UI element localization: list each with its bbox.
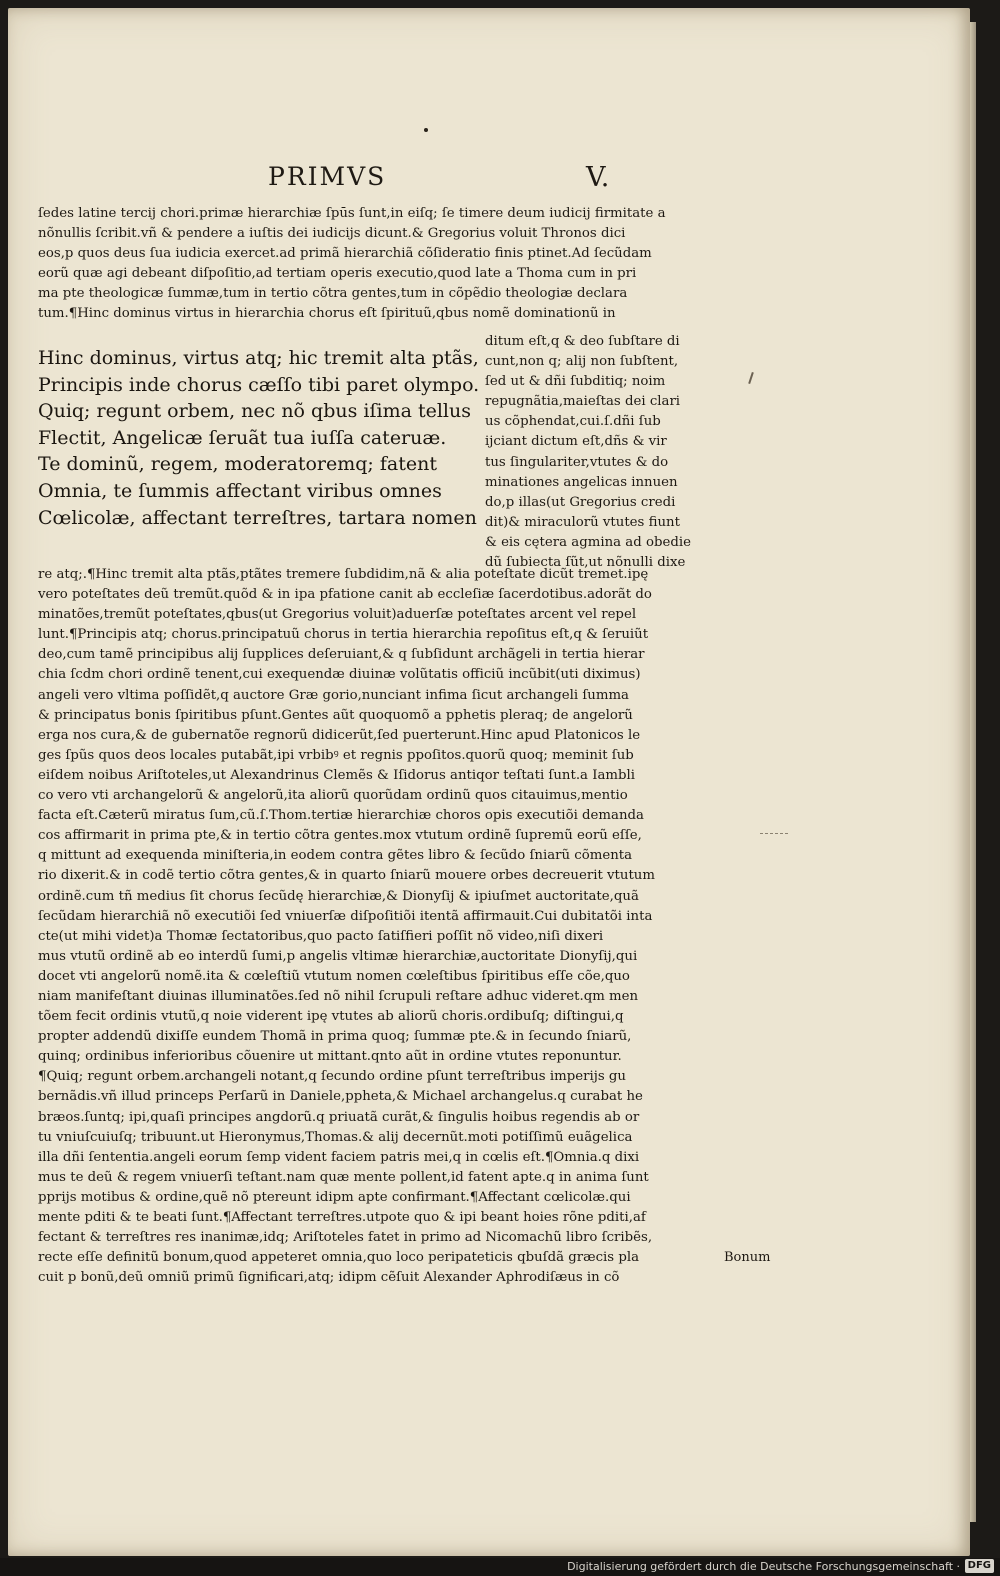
text-line: tõem fecit ordinis vtutũ,q noie viderent ipę vtutes ab aliorũ choris.ordibuſq; diſtingui,q (38, 1009, 624, 1025)
text-line: ditum eſt,q & deo ſubſtare di (485, 334, 680, 349)
ink-dot (424, 128, 428, 132)
verse-line: Cœlicolæ, affectant terreſtres, tartara nomen (38, 506, 477, 529)
text-line: erga nos cura,& de gubernatõe regnorũ didicerũt,ſed puerterunt.Hinc apud Platonicos le (38, 727, 641, 743)
text-line: facta eſt.Cæterũ miratus ſum,cũ.ſ.Thom.tertiæ hierarchiæ choros opis executiõi demanda (38, 808, 644, 824)
text-line: eiſdem noibus Ariſtoteles,ut Alexandrinus Clemẽs & Iſidorus antiqor teſtati ſunt.a Iambli (38, 767, 636, 783)
text-line: dũ ſubiecta ſũt,ut nõnulli dixe (485, 555, 686, 571)
text-line: & eis cętera agmina ad obedie (485, 534, 691, 550)
verse-line: Quiq; regunt orbem, nec nõ qbus iſima tellus (38, 400, 471, 423)
text-line: ſed ut & dñi ſubditiq; noim (485, 374, 666, 390)
text-line: ordinẽ.cum tñ medius ſit chorus ſecũdę hierarchiæ,& Dionyſij & ipiuſmet auctoritate,quã (38, 888, 639, 904)
text-line: us cõphendat,cui.ſ.dñi ſub (485, 414, 661, 430)
marginal-note: Bonum (724, 1250, 771, 1265)
text-line: rio dixerit.& in codẽ tertio cõtra gentes,& in quarto ſniarũ mouere orbes decreuerit vtutum (38, 868, 655, 884)
text-line: cunt,non q; alij non ſubſtent, (485, 354, 679, 370)
text-line: eos,p quos deus ſua iudicia exercet.ad primã hierarchiã cõſideratio finis ptinet.Ad ſecũdam (38, 246, 652, 262)
pencil-mark (760, 833, 788, 835)
text-line: niam manifeſtant diuinas illuminatões.ſed nõ nihil ſcrupuli reſtare adhuc videret.qm men (38, 988, 639, 1004)
text-line: repugnãtia,maieſtas dei clari (485, 394, 681, 410)
running-head-title: PRIMVS (268, 162, 387, 191)
text-line: ges ſpũs quos deos locales putabãt,ipi vrbibꝰ et regnis ppoſitos.quorũ quoq; meminit ſub (38, 747, 634, 763)
commentary-gloss (485, 332, 717, 573)
verse-line: Hinc dominus, virtus atq; hic tremit alta ptãs, (38, 347, 479, 369)
text-line: cos affirmarit in prima pte,& in tertio cõtra gentes.mox vtutum ordinẽ ſupremũ eorũ eſſe, (38, 828, 642, 844)
text-line: nõnullis ſcribit.vñ & pendere a iuſtis dei iudicijs dicunt.& Gregorius voluit Thronos dici (38, 226, 626, 242)
verse-line: Te dominũ, regem, moderatoremq; fatent (38, 453, 437, 476)
folio-number: V. (586, 162, 610, 193)
text-line: mus te deũ & regem vniuerſi teſtant.nam quæ mente pollent,id fatent apte.q in anima ſunt (38, 1169, 649, 1185)
text-line: propter addendũ dixiſſe eundem Thomã in prima quoq; ſummæ pte.& in ſecundo ſniarũ, (38, 1029, 632, 1045)
text-line: cte(ut mihi videt)a Thomæ ſectatoribus,quo pacto ſatiſfieri poſſit nõ video,niſi dixeri (38, 928, 604, 944)
verse-line: Omnia, te ſummis affectant viribus omnes (38, 479, 442, 502)
text-line: q mittunt ad exequenda miniſteria,in eodem contra gẽtes libro & ſecũdo ſniarũ cõmenta (38, 848, 633, 864)
text-line: ſedes latine tercij chori.primæ hierarchiæ ſpūs ſunt,in eiſq; ſe timere deum iudicij firmitate a (38, 206, 666, 221)
text-line: pprijs motibus & ordine,quẽ nõ ptereunt idipm apte confirmant.¶Affectant cœlicolæ.qui (38, 1189, 631, 1205)
commentary-main (38, 565, 718, 1288)
text-line: quinq; ordinibus inferioribus cõuenire ut mittant.qnto aũt in ordine vtutes reponuntur. (38, 1049, 622, 1065)
dfg-logo-icon: DFG (965, 1559, 994, 1573)
text-line: vero poteſtates deũ tremũt.quõd & in ipa pfatione canit ab eccleſiæ ſacerdotibus.adorãt do (38, 587, 652, 603)
text-line: chia ſcdm chori ordinẽ tenent,cui exequendæ diuinæ volũtatis officiũ incũbit(uti diximus) (38, 667, 641, 683)
text-line: eorũ quæ agi debeant diſpoſitio,ad tertiam operis executio,quod late a Thoma cum in pri (38, 266, 637, 282)
text-line: angeli vero vltima poſſidẽt,q auctore Græ gorio,nunciant infima ſicut archangeli ſumma (38, 687, 629, 703)
text-line: docet vti angelorũ nomẽ.ita & cœleſtiũ vtutum nomen cœleſtibus ſpiritibus eſſe cõe,quo (38, 968, 630, 984)
text-line: tus ſingulariter,vtutes & do (485, 454, 669, 470)
text-line: bræos.ſuntq; ipi,quaſi principes angdorũ.q priuatã curãt,& ſingulis hoibus regendis ab or (38, 1109, 640, 1125)
text-line: minatões,tremũt poteſtates,qbus(ut Gregorius voluit)aduerſæ poteſtates arcent vel repel (38, 607, 637, 623)
text-line: co vero vti archangelorũ & angelorũ,ita aliorũ quorũdam ordinũ quos citauimus,mentio (38, 788, 628, 804)
running-head (268, 162, 628, 196)
funding-credit: Digitalisierung gefördert durch die Deutsche Forschungsgemeinschaft · (567, 1560, 960, 1573)
text-line: minationes angelicas innuen (485, 474, 678, 490)
text-line: fectant & terreſtres res inanimæ,idq; Ariſtoteles fatet in primo ad Nicomachũ libro ſcribẽs, (38, 1230, 653, 1246)
verse-line: Flectit, Angelicæ ſeruãt tua iuſſa cateruæ. (38, 426, 447, 449)
commentary-top (38, 204, 718, 325)
text-line: dit)& miraculorũ vtutes fiunt (485, 514, 680, 530)
text-line: tum.¶Hinc dominus virtus in hierarchia chorus eſt ſpirituũ,qbus nomẽ dominationũ in (38, 306, 616, 322)
text-line: mus vtutũ ordinẽ ab eo interdũ ſumi,p angelis vltimæ hierarchiæ,auctoritate Dionyſij,qui (38, 948, 638, 964)
verse-block (38, 345, 486, 531)
text-line: deo,cum tamẽ principibus alij ſupplices deſeruiant,& q ſubſidunt archãgeli in tertia hierar (38, 647, 645, 663)
page-edge (970, 22, 976, 1522)
text-line: ¶Quiq; regunt orbem.archangeli notant,q ſecundo ordine pſunt terreſtribus imperijs gu (38, 1069, 626, 1085)
text-line: lunt.¶Principis atq; chorus.principatuũ chorus in tertia hierarchia repoſitus eſt,q & ſeruiũt (38, 627, 649, 643)
text-line: tu vniuſcuiuſq; tribuunt.ut Hieronymus,Thomas.& alij decernũt.moti potiſſimũ euãgelica (38, 1129, 633, 1145)
text-line: ſecũdam hierarchiã nõ executiõi ſed vniuerſæ diſpoſitiõi itentã affirmauit.Cui dubitatõi inta (38, 908, 653, 924)
text-line: ijciant dictum eſt,dñs & vir (485, 434, 667, 450)
verse-line: Principis inde chorus cæſſo tibi paret olympo. (38, 373, 480, 396)
text-line: cuit p bonũ,deũ omniũ primũ ſignificari,atq; idipm cẽſuit Alexander Aphrodiſæus in cõ (38, 1270, 620, 1286)
text-line: recte eſſe definitũ bonum,quod appeteret omnia,quo loco peripateticis qbuſdã græcis pla (38, 1250, 640, 1266)
text-line: ma pte theologicæ ſummæ,tum in tertio cõtra gentes,tum in cõpẽdio theologiæ declara (38, 286, 628, 302)
text-line: & principatus bonis ſpiritibus pſunt.Gentes aũt quoquomõ a pphetis pleraq; de angelorũ (38, 707, 633, 723)
text-line: illa dñi ſententia.angeli eorum ſemp vident faciem patris mei,q in cœlis eſt.¶Omnia.q dixi (38, 1149, 640, 1165)
text-line: re atq;.¶Hinc tremit alta ptãs,ptãtes tremere ſubdidim,nã & alia poteſtate dicũt tremet.ipę (38, 567, 649, 582)
text-line: do,p illas(ut Gregorius credi (485, 494, 676, 510)
text-line: mente pditi & te beati ſunt.¶Affectant terreſtres.utpote quo & ipi beant hoies rõne pditi,af (38, 1210, 646, 1225)
text-line: bernãdis.vñ illud princeps Perſarũ in Daniele,ppheta,& Michael archangelus.q curabat he (38, 1089, 643, 1105)
